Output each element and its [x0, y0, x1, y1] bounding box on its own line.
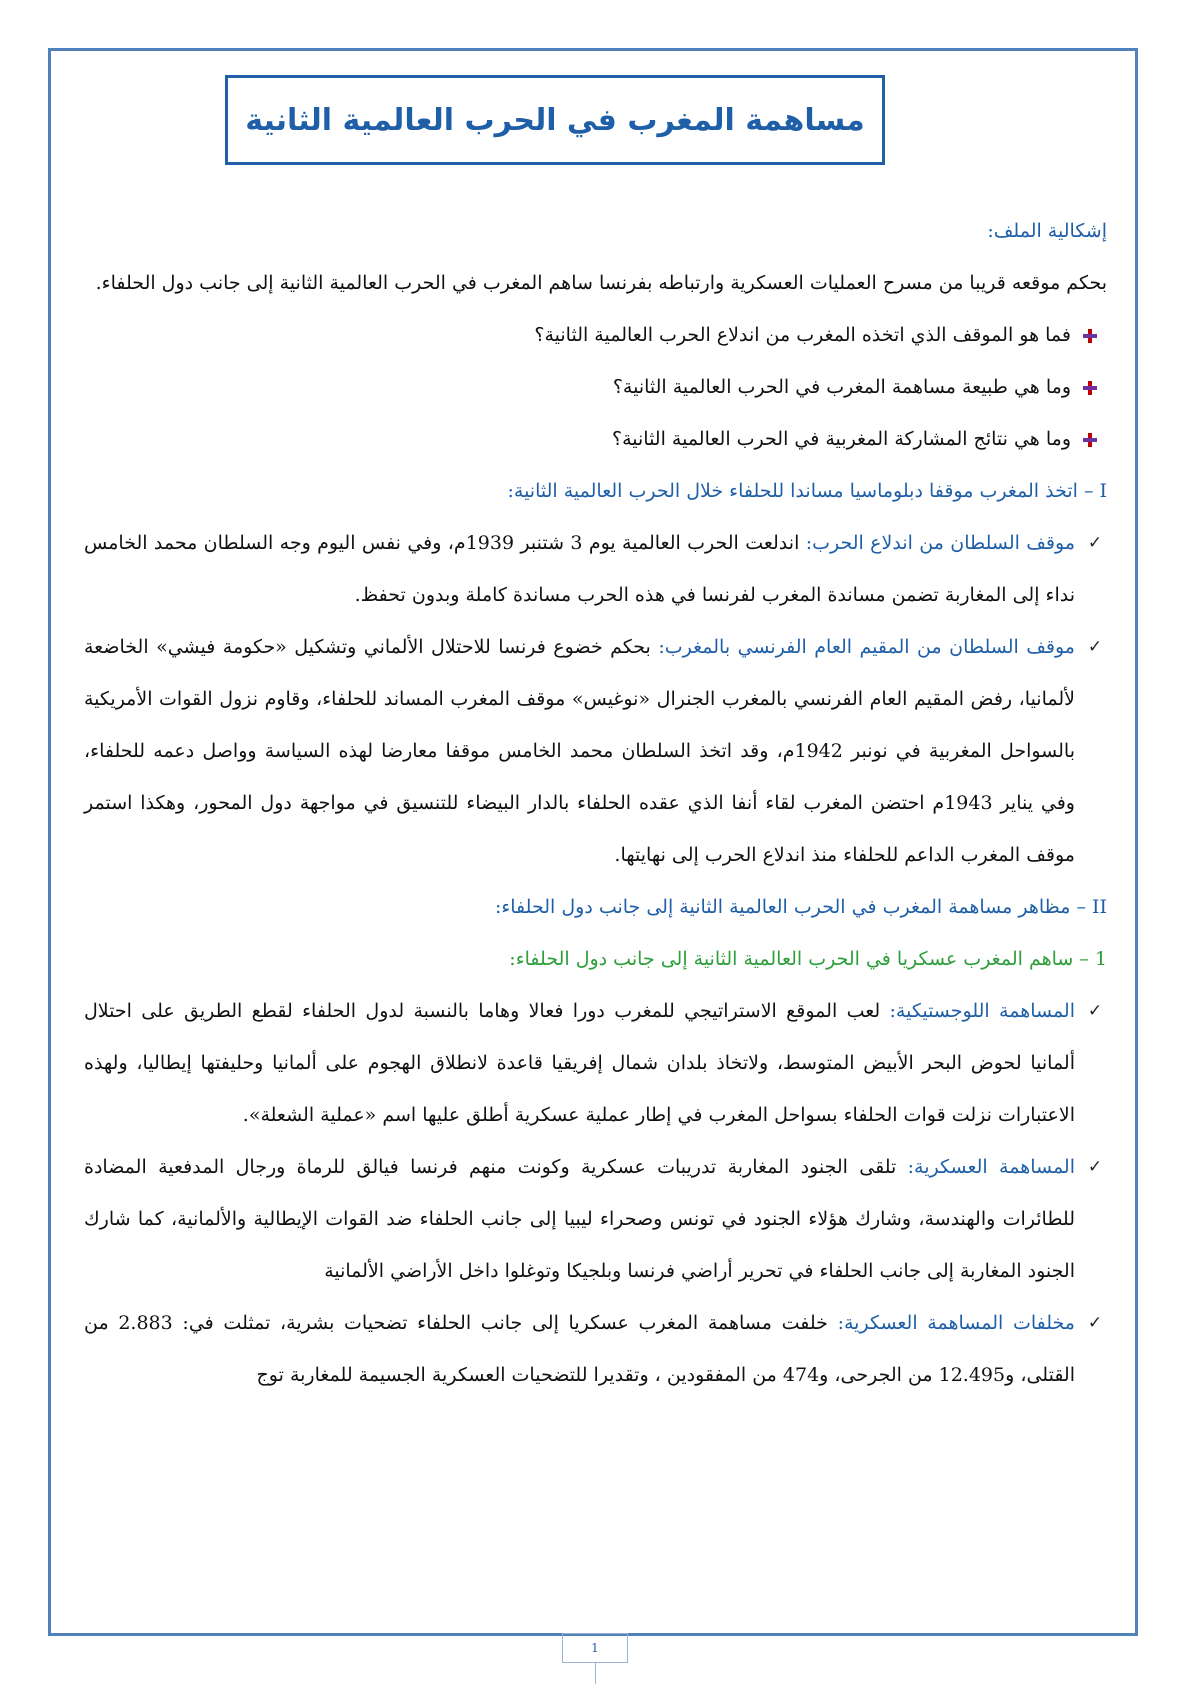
item-text: اندلعت الحرب العالمية يوم 3 شتنبر 1939م، وفي نفس اليوم وجه السلطان محمد الخامس نداء إلى المغاربة تضمن مساندة المغرب لفرنسا في هذه الحرب مساندة كاملة وبدون تحفظ.	[84, 532, 1075, 606]
item-text: خلفت مساهمة المغرب عسكريا إلى جانب الحلفاء تضحيات بشرية، تمثلت في: 2.883 من القتلى، و12.495 من الجرحى، و474 من المفقودين ، وتقديرا للتضحيات العسكرية الجسيمة للمغاربة توج	[84, 1312, 1075, 1386]
question-text: وما هي طبيعة مساهمة المغرب في الحرب العالمية الثانية؟	[612, 376, 1071, 398]
checkmark-icon: ✓	[1087, 1157, 1103, 1177]
problem-label: إشكالية الملف:	[987, 220, 1107, 242]
bullet-arrow-icon	[1083, 329, 1097, 343]
checkmark-icon: ✓	[1087, 637, 1103, 657]
item-label: مخلفات المساهمة العسكرية:	[837, 1312, 1075, 1334]
check-list-item	[84, 985, 1107, 1141]
item-label: موقف السلطان من اندلاع الحرب:	[805, 532, 1075, 554]
question-text: وما هي نتائج المشاركة المغربية في الحرب العالمية الثانية؟	[611, 428, 1071, 450]
check-list-item	[84, 1297, 1107, 1401]
check-list-item	[84, 517, 1107, 621]
check-list-item	[84, 1141, 1107, 1297]
bullet-arrow-icon	[1083, 433, 1097, 447]
item-text: بحكم خضوع فرنسا للاحتلال الألماني وتشكيل «حكومة فيشي» الخاضعة لألمانيا، رفض المقيم العام الفرنسي بالمغرب الجنرال «نوغيس» موقف المغرب المساند للحلفاء، وقاوم نزول القوات الأمريكية بالسواحل المغربية في نونبر 1942م، وقد اتخذ السلطان محمد الخامس موقفا معارضا لهذه السياسة وواصل دعمه للحلفاء، وفي يناير 1943م احتضن المغرب لقاء أنفا الذي عقده الحلفاء بالدار البيضاء للتنسيق في مواجهة دول المحور، وهكذا استمر موقف المغرب الداعم للحلفاء منذ اندلاع الحرب إلى نهايتها.	[84, 636, 1075, 866]
question-item	[84, 361, 1107, 413]
checkmark-icon: ✓	[1087, 533, 1103, 553]
check-item-body	[84, 621, 1075, 881]
section-2-heading: II – مظاهر مساهمة المغرب في الحرب العالمية الثانية إلى جانب دول الحلفاء:	[494, 896, 1107, 918]
question-text: فما هو الموقف الذي اتخذه المغرب من اندلاع الحرب العالمية الثانية؟	[534, 324, 1071, 346]
section-2-subheading: 1 – ساهم المغرب عسكريا في الحرب العالمية الثانية إلى جانب دول الحلفاء:	[509, 948, 1107, 970]
problem-paragraph: بحكم موقعه قريبا من مسرح العمليات العسكرية وارتباطه بفرنسا ساهم المغرب في الحرب العالمية الثانية إلى جانب دول الحلفاء.	[95, 272, 1107, 294]
check-list-item	[84, 621, 1107, 881]
title-box	[225, 75, 885, 165]
checkmark-icon: ✓	[1087, 1001, 1103, 1021]
item-text: لعب الموقع الاستراتيجي للمغرب دورا فعالا وهاما بالنسبة لدول الحلفاء لقطع الطريق على احتلال ألمانيا لحوض البحر الأبيض المتوسط، ولاتخاذ بلدان شمال إفريقيا قاعدة لانطلاق الهجوم على ألمانيا وحليفتها إيطاليا، ولهذه الاعتبارات نزلت قوات الحلفاء بسواحل المغرب في إطار عملية عسكرية أطلق عليها اسم «عملية الشعلة».	[84, 1000, 1075, 1126]
document-body	[84, 205, 1107, 1401]
page-number: 1	[562, 1633, 628, 1663]
bullet-arrow-icon	[1083, 381, 1097, 395]
check-item-body	[84, 517, 1075, 621]
question-item	[84, 413, 1107, 465]
question-item	[84, 309, 1107, 361]
check-item-body	[84, 1297, 1075, 1401]
item-label: المساهمة العسكرية:	[907, 1156, 1076, 1178]
page-title: مساهمة المغرب في الحرب العالمية الثانية	[245, 102, 865, 138]
check-item-body	[84, 1141, 1075, 1297]
item-label: المساهمة اللوجستيكية:	[889, 1000, 1076, 1022]
check-item-body	[84, 985, 1075, 1141]
item-label: موقف السلطان من المقيم العام الفرنسي بالمغرب:	[658, 636, 1075, 658]
section-1-heading: I – اتخذ المغرب موقفا دبلوماسيا مساندا للحلفاء خلال الحرب العالمية الثانية:	[507, 480, 1107, 502]
item-text: تلقى الجنود المغاربة تدريبات عسكرية وكونت منهم فرنسا فيالق للرماة ورجال المدفعية المضادة للطائرات والهندسة، وشارك هؤلاء الجنود في تونس وصحراء ليبيا إلى جانب الحلفاء ضد القوات الإيطالية والألمانية، كما شارك الجنود المغاربة إلى جانب الحلفاء في تحرير أراضي فرنسا وبلجيكا وتوغلوا داخل الأراضي الألمانية	[84, 1156, 1075, 1282]
checkmark-icon: ✓	[1087, 1313, 1103, 1333]
footer-divider	[595, 1663, 596, 1684]
